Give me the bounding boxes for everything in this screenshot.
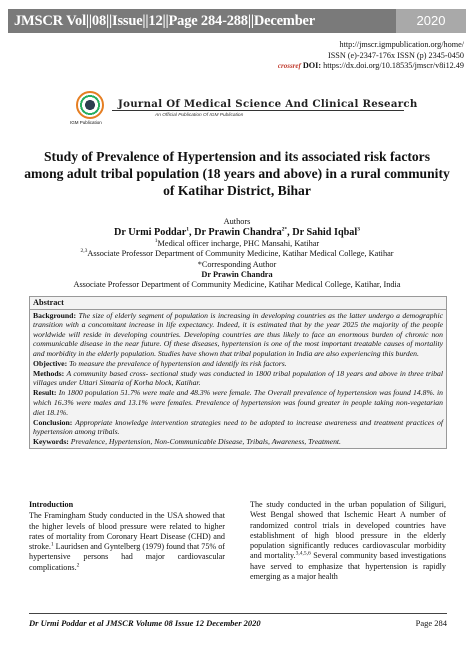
abstract-result	[33, 388, 443, 417]
affiliation-2-3-text: Associate Professor Department of Community Medicine, Katihar Medical College, Katihar	[87, 249, 394, 259]
affiliation-2-3	[14, 249, 460, 259]
publication-info	[278, 40, 464, 72]
journal-name: Journal Of Medical Science And Clinical Research	[118, 98, 418, 110]
citation-sup-1: 1	[50, 541, 54, 548]
author-1: Dr Urmi Poddar	[114, 227, 187, 239]
journal-subtitle: An Official Publication Of IGM Publication	[155, 113, 244, 118]
citation-sup-3: 3,4,5,6	[295, 550, 311, 557]
right-paragraph	[250, 500, 446, 582]
affiliation-1-sup: 1	[154, 238, 158, 245]
crossref-logo: crossref	[277, 62, 301, 71]
author-3-sup: 3	[357, 226, 360, 233]
corresponding-affiliation: Associate Professor Department of Community Medicine, Katihar Medical College, Katihar, India	[73, 280, 401, 290]
body-column-left	[29, 500, 225, 573]
footer-divider	[29, 613, 447, 614]
body-column-right	[250, 500, 446, 582]
igm-logo-icon	[76, 91, 104, 119]
abstract-keywords	[33, 437, 443, 447]
keywords-text: Prevalence, Hypertension, Non-Communicable Disease, Tribals, Awareness, Treatment.	[70, 437, 341, 447]
introduction-heading: Introduction	[29, 500, 74, 509]
background-label: Background:	[33, 310, 77, 320]
footer-citation: Dr Urmi Poddar et al JMSCR Volume 08 Issue 12 December 2020	[29, 618, 261, 628]
conclusion-label: Conclusion:	[33, 417, 73, 427]
abstract-box	[29, 296, 447, 449]
author-3: Dr Sahid Iqbal	[292, 227, 358, 239]
doi-link[interactable]: https://dx.doi.org/10.18535/jmscr/v8i12.49	[323, 61, 464, 71]
background-text: The size of elderly segment of population is increasing in developing countries as the latter undergo a demographic transition with a concomitant increase in life expectancy. Indeed, it is estimated that by the year 2025 the majority of the people worldwide will reside in developing countries. Developing countries are thus likely to face an enormous burden of chronic non communicable disease in the near future. Of these diseases, hypertension is one of the most important treatable causes of mortality and morbidity in the elderly population. Studies have shown that tribal population in India are also experiencing this burden.	[33, 310, 443, 358]
right-text-2: Several community based investigations have served to emphasize that hypertension is rapidly emerging as a major health	[250, 551, 446, 581]
introduction-paragraph	[29, 511, 225, 573]
logo-caption: IGM Publication	[70, 120, 102, 125]
objective-label: Objective:	[33, 358, 68, 368]
journal-banner	[8, 9, 466, 33]
citation-sup-2: 2	[76, 561, 80, 568]
author-2: Dr Prawin Chandra	[194, 227, 282, 239]
affiliation-2-3-sup: 2,3	[80, 248, 88, 255]
result-label: Result:	[33, 388, 57, 398]
doi-label: DOI:	[302, 61, 322, 71]
abstract-background	[33, 311, 443, 359]
journal-divider	[112, 110, 404, 111]
page-number: Page 284	[415, 618, 447, 628]
intro-text-2: Lauridsen and Gyntelberg (1979) found that 75% of hypertensive persons had major cardiovascular complications.	[29, 542, 225, 572]
corresponding-name: Dr Prawin Chandra	[201, 269, 273, 279]
abstract-conclusion	[33, 418, 443, 437]
conclusion-text: Appropriate knowledge intervention strategies need to be adopted to increase awareness and treatment practices of hypertension among tribals.	[33, 417, 443, 437]
abstract-objective	[33, 359, 443, 369]
right-text-1: The study conducted in the urban population of Siliguri, West Bengal showed that Ischemic Heart A number of randomized control trials in developed countries have establishment of high blood pressure in the elderly population significantly reduces cardiovascular morbidity and mortality.	[250, 500, 446, 561]
issn-line: ISSN (e)-2347-176x ISSN (p) 2345-0450	[328, 50, 464, 60]
affiliation-1-text: Medical officer incharge, PHC Mansahi, Katihar	[157, 239, 320, 249]
methods-label: Methods:	[33, 368, 65, 378]
objective-text: To measure the prevalence of hypertension and identify its risk factors.	[69, 358, 287, 368]
corresponding-marker: *Corresponding Author	[197, 259, 277, 269]
intro-text-1: The Framingham Study conducted in the USA showed that the higher levels of blood pressure were related to higher rates of mortality from Coronary Heart Disease (CHD) and stroke.	[29, 511, 225, 551]
article-title: Study of Prevalence of Hypertension and its associated risk factors among adult tribal population (18 years and above) in a rural community of Katihar District, Bihar	[24, 149, 450, 198]
result-text: In 1800 population 51.7% were male and 48.3% were female. The Overall prevalence of hypertension was found 14.8%. in which 16.3% were males and 13.1% were females. Prevalence of hypertension was found greater in people taking non-vegetarian diet 18.1%.	[33, 388, 443, 417]
authors-block	[14, 217, 460, 290]
abstract-heading: Abstract	[30, 297, 446, 310]
doi-line	[278, 61, 464, 72]
banner-issue-info: JMSCR Vol||08||Issue||12||Page 284-288||December	[8, 9, 396, 33]
abstract-methods	[33, 369, 443, 388]
abstract-body	[30, 310, 446, 449]
authors-heading: Authors	[223, 217, 251, 226]
banner-year: 2020	[396, 9, 466, 33]
author-1-sup: 1	[186, 226, 190, 233]
keywords-label: Keywords:	[33, 437, 69, 447]
author-names: Dr Urmi Poddar$^1$, Dr Prawin Chandra$^{2*}$, Dr Sahid Iqbal$^3$	[114, 226, 360, 239]
methods-text: A community based cross- sectional study was conducted in 1800 tribal population of 18 years and above in three tribal villages under Uttari Simaria of Korha block, Katihar.	[33, 368, 443, 388]
journal-url[interactable]: http://jmscr.igmpublication.org/home/	[339, 40, 464, 49]
author-2-sup: 2*	[281, 226, 288, 233]
